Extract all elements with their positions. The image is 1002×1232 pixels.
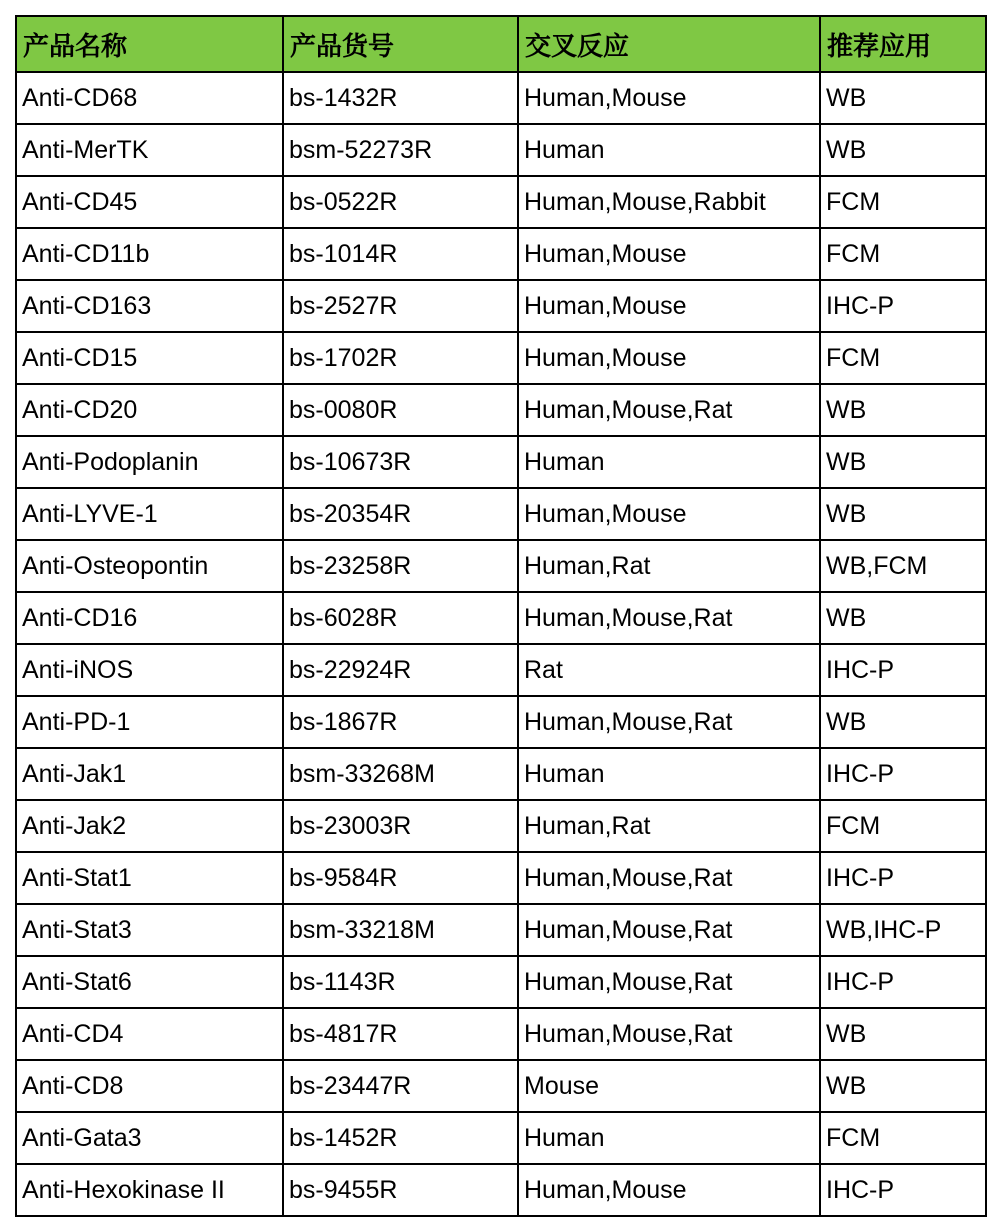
table-row [16, 644, 986, 696]
cell-catalog-number: bs-1432R [283, 72, 518, 124]
cell-recommended-application: FCM [820, 1112, 986, 1164]
cell-cross-reactivity: Human,Mouse,Rat [518, 956, 820, 1008]
cell-cross-reactivity: Human,Rat [518, 800, 820, 852]
cell-catalog-number: bs-1867R [283, 696, 518, 748]
cell-recommended-application: IHC-P [820, 280, 986, 332]
cell-cross-reactivity: Human,Mouse [518, 228, 820, 280]
table-row [16, 176, 986, 228]
cell-recommended-application: IHC-P [820, 852, 986, 904]
cell-recommended-application: WB [820, 436, 986, 488]
cell-recommended-application: WB [820, 72, 986, 124]
cell-catalog-number: bs-20354R [283, 488, 518, 540]
cell-product-name: Anti-Podoplanin [16, 436, 283, 488]
cell-product-name: Anti-Stat3 [16, 904, 283, 956]
cell-cross-reactivity: Human [518, 748, 820, 800]
cell-catalog-number: bs-4817R [283, 1008, 518, 1060]
cell-cross-reactivity: Rat [518, 644, 820, 696]
table-row [16, 904, 986, 956]
cell-cross-reactivity: Human,Mouse [518, 1164, 820, 1216]
table-row [16, 488, 986, 540]
cell-product-name: Anti-CD20 [16, 384, 283, 436]
cell-product-name: Anti-Jak2 [16, 800, 283, 852]
cell-product-name: Anti-CD15 [16, 332, 283, 384]
cell-cross-reactivity: Human [518, 1112, 820, 1164]
cell-catalog-number: bs-0080R [283, 384, 518, 436]
cell-recommended-application: WB [820, 1008, 986, 1060]
cell-cross-reactivity: Human [518, 124, 820, 176]
table-row [16, 696, 986, 748]
cell-product-name: Anti-iNOS [16, 644, 283, 696]
cell-recommended-application: WB [820, 124, 986, 176]
cell-catalog-number: bs-6028R [283, 592, 518, 644]
cell-product-name: Anti-CD8 [16, 1060, 283, 1112]
cell-product-name: Anti-Stat6 [16, 956, 283, 1008]
table-row [16, 436, 986, 488]
cell-product-name: Anti-Osteopontin [16, 540, 283, 592]
table-row [16, 280, 986, 332]
header-cross-reactivity: 交叉反应 [518, 16, 820, 72]
header-recommended-application: 推荐应用 [820, 16, 986, 72]
table-row [16, 124, 986, 176]
cell-catalog-number: bsm-33218M [283, 904, 518, 956]
cell-product-name: Anti-LYVE-1 [16, 488, 283, 540]
header-product-name: 产品名称 [16, 16, 283, 72]
cell-catalog-number: bs-22924R [283, 644, 518, 696]
cell-recommended-application: WB [820, 592, 986, 644]
cell-cross-reactivity: Human,Mouse,Rat [518, 696, 820, 748]
cell-cross-reactivity: Human,Mouse,Rat [518, 384, 820, 436]
cell-recommended-application: IHC-P [820, 956, 986, 1008]
cell-recommended-application: IHC-P [820, 644, 986, 696]
table-row [16, 800, 986, 852]
table-header [16, 16, 986, 72]
cell-catalog-number: bs-9455R [283, 1164, 518, 1216]
cell-recommended-application: WB,IHC-P [820, 904, 986, 956]
cell-product-name: Anti-CD16 [16, 592, 283, 644]
cell-product-name: Anti-Jak1 [16, 748, 283, 800]
cell-cross-reactivity: Human,Mouse [518, 488, 820, 540]
cell-recommended-application: WB [820, 696, 986, 748]
table-row [16, 592, 986, 644]
cell-cross-reactivity: Human,Rat [518, 540, 820, 592]
cell-catalog-number: bs-2527R [283, 280, 518, 332]
table-row [16, 1008, 986, 1060]
cell-product-name: Anti-CD45 [16, 176, 283, 228]
cell-product-name: Anti-Hexokinase II [16, 1164, 283, 1216]
cell-catalog-number: bs-9584R [283, 852, 518, 904]
cell-product-name: Anti-Stat1 [16, 852, 283, 904]
cell-recommended-application: FCM [820, 332, 986, 384]
cell-recommended-application: WB [820, 1060, 986, 1112]
table-body [16, 72, 986, 1216]
cell-product-name: Anti-CD4 [16, 1008, 283, 1060]
cell-catalog-number: bs-23447R [283, 1060, 518, 1112]
cell-cross-reactivity: Human,Mouse,Rat [518, 904, 820, 956]
cell-cross-reactivity: Human,Mouse [518, 280, 820, 332]
cell-catalog-number: bs-23258R [283, 540, 518, 592]
cell-cross-reactivity: Mouse [518, 1060, 820, 1112]
cell-cross-reactivity: Human,Mouse,Rat [518, 1008, 820, 1060]
cell-cross-reactivity: Human,Mouse,Rabbit [518, 176, 820, 228]
cell-cross-reactivity: Human [518, 436, 820, 488]
table-row [16, 852, 986, 904]
table-row [16, 72, 986, 124]
cell-catalog-number: bs-1143R [283, 956, 518, 1008]
cell-catalog-number: bs-1452R [283, 1112, 518, 1164]
antibody-product-table [15, 15, 987, 1217]
cell-cross-reactivity: Human,Mouse,Rat [518, 852, 820, 904]
cell-recommended-application: FCM [820, 800, 986, 852]
table-row [16, 748, 986, 800]
cell-catalog-number: bs-1702R [283, 332, 518, 384]
table-row [16, 1112, 986, 1164]
table-row [16, 332, 986, 384]
cell-recommended-application: WB [820, 488, 986, 540]
cell-product-name: Anti-MerTK [16, 124, 283, 176]
cell-product-name: Anti-PD-1 [16, 696, 283, 748]
cell-catalog-number: bs-1014R [283, 228, 518, 280]
table-row [16, 384, 986, 436]
table-row [16, 1060, 986, 1112]
cell-recommended-application: WB,FCM [820, 540, 986, 592]
table-row [16, 1164, 986, 1216]
cell-catalog-number: bsm-33268M [283, 748, 518, 800]
table-row [16, 228, 986, 280]
cell-product-name: Anti-CD11b [16, 228, 283, 280]
cell-catalog-number: bs-23003R [283, 800, 518, 852]
cell-cross-reactivity: Human,Mouse,Rat [518, 592, 820, 644]
cell-catalog-number: bs-0522R [283, 176, 518, 228]
cell-catalog-number: bsm-52273R [283, 124, 518, 176]
cell-recommended-application: IHC-P [820, 748, 986, 800]
table-row [16, 956, 986, 1008]
cell-cross-reactivity: Human,Mouse [518, 72, 820, 124]
cell-recommended-application: FCM [820, 176, 986, 228]
cell-product-name: Anti-CD163 [16, 280, 283, 332]
table-row [16, 540, 986, 592]
cell-catalog-number: bs-10673R [283, 436, 518, 488]
cell-product-name: Anti-Gata3 [16, 1112, 283, 1164]
cell-cross-reactivity: Human,Mouse [518, 332, 820, 384]
cell-product-name: Anti-CD68 [16, 72, 283, 124]
cell-recommended-application: FCM [820, 228, 986, 280]
header-row [16, 16, 986, 72]
cell-recommended-application: IHC-P [820, 1164, 986, 1216]
header-catalog-number: 产品货号 [283, 16, 518, 72]
cell-recommended-application: WB [820, 384, 986, 436]
